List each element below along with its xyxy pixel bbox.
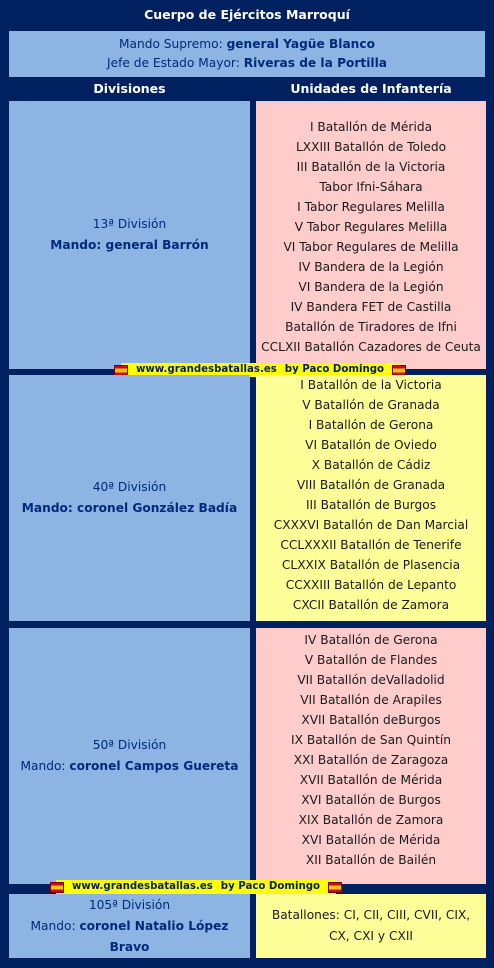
- unit-item: XVII Batallón de Mérida: [299, 773, 443, 787]
- units-13: [256, 101, 486, 369]
- banner-author: by Paco Domingo: [220, 881, 321, 892]
- division-command-name: coronel Natalio López Bravo: [79, 918, 229, 954]
- unit-item: IV Bandera de la Legión: [298, 260, 444, 274]
- unit-item: CXCII Batallón de Zamora: [292, 598, 450, 612]
- unit-item: I Batallón de Gerona: [308, 418, 434, 432]
- unit-item: LXXIII Batallón de Toledo: [295, 140, 447, 154]
- unit-item: CCXXIII Batallón de Lepanto: [285, 578, 457, 592]
- unit-item: III Batallón de la Victoria: [296, 160, 446, 174]
- units-105: [256, 894, 486, 958]
- chief-of-staff-name: Riveras de la Portilla: [243, 56, 387, 70]
- banner-url[interactable]: www.grandesbatallas.es: [71, 881, 213, 892]
- spanish-flag-icon: [114, 365, 128, 376]
- unit-summary: Batallones: CI, CII, CIII, CVII, CIX, CX, CXI y CXII: [271, 908, 471, 943]
- division-name: 13ª División: [92, 217, 167, 231]
- header-divisions: Divisiones: [93, 81, 166, 96]
- unit-item: VI Bandera de la Legión: [298, 280, 444, 294]
- division-name: 105ª División: [88, 897, 171, 912]
- units-40: [256, 375, 486, 621]
- unit-item: CXXXVI Batallón de Dan Marcial: [273, 518, 469, 532]
- header-units: Unidades de Infantería: [290, 81, 452, 96]
- division-105: [9, 894, 250, 958]
- unit-item: Batallón de Tiradores de Ifni: [285, 320, 457, 334]
- supreme-command-label: Mando Supremo:: [119, 37, 227, 51]
- units-50: [256, 628, 486, 884]
- unit-item: I Batallón de Mérida: [309, 120, 433, 134]
- division-50: [9, 628, 250, 884]
- supreme-command-line: [9, 35, 485, 54]
- website-banner: [56, 880, 336, 894]
- unit-item: CCLXII Batallón Cazadores de Ceuta: [261, 340, 481, 354]
- division-command-label: Mando:: [20, 759, 70, 773]
- chief-of-staff-label: Jefe de Estado Mayor:: [107, 56, 244, 70]
- unit-item: CCLXXXII Batallón de Tenerife: [280, 538, 462, 552]
- unit-item: CLXXIX Batallón de Plasencia: [281, 558, 461, 572]
- unit-item: I Tabor Regulares Melilla: [297, 200, 445, 214]
- unit-item: XII Batallón de Bailén: [305, 853, 437, 867]
- chief-of-staff-line: [9, 54, 485, 73]
- unit-item: V Batallón de Flandes: [304, 653, 438, 667]
- unit-item: V Batallón de Granada: [302, 398, 440, 412]
- division-name: 50ª División: [92, 738, 167, 752]
- spanish-flag-icon: [50, 882, 64, 893]
- unit-item: III Batallón de Burgos: [305, 498, 437, 512]
- unit-item: IV Bandera FET de Castilla: [290, 300, 452, 314]
- command-box: [9, 31, 485, 77]
- division-name: 40ª División: [92, 480, 167, 494]
- division-13: [9, 101, 250, 369]
- division-command: Mando: coronel González Badía: [21, 501, 238, 515]
- unit-item: XVII Batallón deBurgos: [301, 713, 441, 727]
- unit-item: VII Batallón de Arapiles: [300, 693, 442, 707]
- unit-item: XVI Batallón de Burgos: [301, 793, 441, 807]
- supreme-command-name: general Yagüe Blanco: [226, 37, 375, 51]
- unit-item: XXI Batallón de Zaragoza: [293, 753, 449, 767]
- unit-item: VI Batallón de Oviedo: [305, 438, 437, 452]
- page-title: Cuerpo de Ejércitos Marroquí: [144, 7, 350, 22]
- unit-item: VII Batallón deValladolid: [297, 673, 445, 687]
- spanish-flag-icon: [392, 365, 406, 376]
- division-command: Mando: general Barrón: [50, 238, 209, 252]
- unit-item: IX Batallón de San Quintín: [291, 733, 451, 747]
- unit-item: VIII Batallón de Granada: [296, 478, 446, 492]
- spanish-flag-icon: [328, 882, 342, 893]
- unit-item: XVI Batallón de Mérida: [301, 833, 441, 847]
- division-command: [9, 916, 250, 958]
- division-command-label: Mando:: [30, 918, 80, 933]
- unit-item: I Batallón de la Victoria: [300, 378, 442, 392]
- unit-item: XIX Batallón de Zamora: [298, 813, 444, 827]
- division-command-name: coronel Campos Guereta: [69, 759, 239, 773]
- banner-url[interactable]: www.grandesbatallas.es: [135, 364, 277, 375]
- unit-item: Tabor Ifni-Sáhara: [319, 180, 423, 194]
- unit-item: IV Batallón de Gerona: [304, 633, 438, 647]
- banner-author: by Paco Domingo: [284, 364, 385, 375]
- division-command: [21, 756, 239, 777]
- unit-item: V Tabor Regulares Melilla: [294, 220, 448, 234]
- unit-item: X Batallón de Cádiz: [311, 458, 431, 472]
- unit-item: VI Tabor Regulares de Melilla: [283, 240, 459, 254]
- division-40: [9, 375, 250, 621]
